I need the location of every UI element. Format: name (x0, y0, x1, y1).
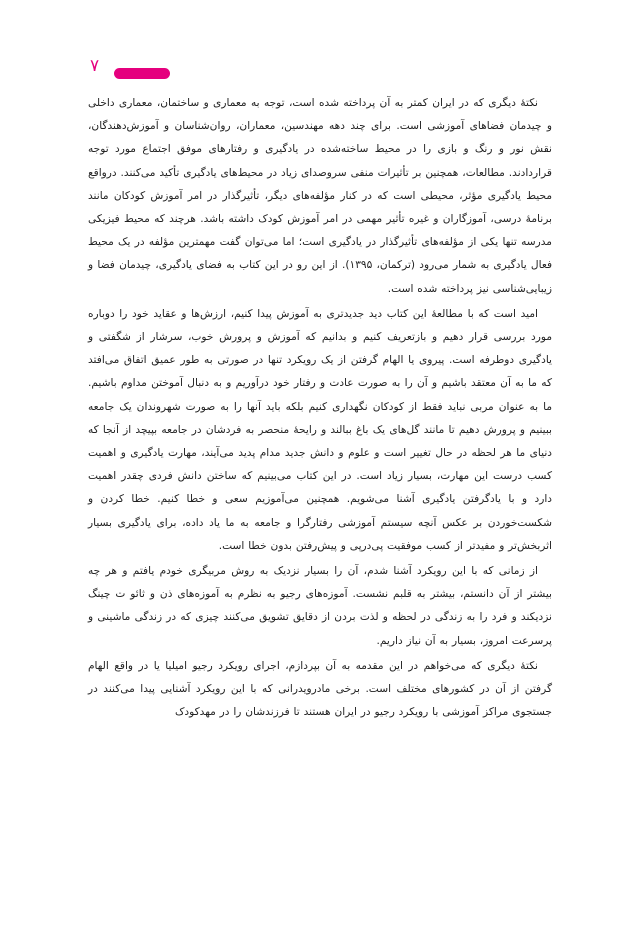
page-number: ۷ (90, 56, 100, 76)
paragraph-4: نکتهٔ دیگری که می‌خواهم در این مقدمه به آن بپردازم، اجرای رویکرد رجیو امیلیا یا در واقع الهام گرفتن از آن در کشورهای مختلف است. برخی مادرویدرانی که با این رویکرد آشنایی پیدا می‌کنند در جستجوی مراکز آموزشی با رویکرد رجیو در ایران هستند تا فرزندشان را در مهدکودک (88, 659, 552, 719)
page-accent-bar (114, 68, 170, 79)
body-text (88, 92, 552, 726)
paragraph-2: امید است که با مطالعهٔ این کتاب دید جدیدتری به آموزش پیدا کنیم، ارزش‌ها و عقاید خود را دوباره مورد بررسی قرار دهیم و بازتعریف کنیم و بدانیم که آموزش و پرورش خوب، سرشار از شگفتی و یادگیری دوطرفه است. پیروی یا الهام گرفتن از یک رویکرد تنها در صورتی به طور عمیق اتفاق می‌افتد که ما به آن معتقد باشیم و آن را به صورت عادت و رفتار خود درآوریم و به دنبال آموختن مداوم باشیم. ما به عنوان مربی نباید فقط از کودکان نگهداری کنیم بلکه باید آنها را به صورت شهروندان یک جامعه ببینیم و پرورش دهیم تا مانند گل‌های یک باغ ببالند و رایحهٔ منحصر به فردشان در جامعه بپیچد از آنجا که دنیای ما هر لحظه در حال تغییر است و علوم و دانش جدید مدام پدید می‌آیند، مهارت یادگیری و اهمیت کسب درست این مهارت، بسیار زیاد است. در این کتاب می‌بینیم که ساختن دانش فردی چقدر اهمیت دارد و با یادگرفتن یادگیری آشنا می‌شویم. همچنین می‌آموزیم سعی و خطا کنیم. خطا کردن و شکست‌خوردن بر عکس آنچه سیستم آموزشی رفتارگرا و جامعه به ما یاد داده، برای یادگیری بسیار اثربخش‌تر و مفیدتر از کسب موفقیت پی‌درپی و پیش‌رفتن بدون خطا است. (88, 307, 552, 552)
paragraph-3: از زمانی که با این رویکرد آشنا شدم، آن را بسیار نزدیک به روش مربیگری خودم یافتم و هر چه بیشتر از آن دانستم، بیشتر به قلبم نشست. آموزه‌های رجیو به نظرم به آموزه‌های ذن و ثائو ت چینگ نزدیکند و فرد را به زندگی در لحظه و لذت بردن از دقایق تشویق می‌کنند چیزی که در زندگی ماشینی و پرسرعت امروز، بسیار به آن نیاز داریم. (88, 565, 552, 647)
paragraph-1: نکتهٔ دیگری که در ایران کمتر به آن پرداخته شده است، توجه به معماری و ساختمان، معماری داخلی و چیدمان فضاهای آموزشی است. برای چند دهه مهندسین، معماران، روان‌شناسان و آموزش‌دهندگان، نقش نور و رنگ و بازی را در محیط ساخته‌شده در یادگیری و رفتارهای موفق اجتماع مورد توجه قراردادند. مطالعات، همچنین بر تأثیرات منفی سروصدای زیاد در محیط‌های یادگیری تأکید می‌کنند. درواقع محیط یادگیری مؤثر، محیطی است که در کنار مؤلفه‌های دیگر، تأثیرگذار در امر آموزش کودکان مانند برنامهٔ درسی، آموزگاران و غیره تأثیر مهمی در امر آموزش کودک داشته باشد. هرچند که محیط فیزیکی مدرسه تنها یکی از مؤلفه‌های تأثیرگذار در یادگیری است؛ اما می‌توان گفت مهمترین مؤلفه در یک محیط فعال یادگیری به شمار می‌رود (ترکمان، ۱۳۹۵). از این رو در این کتاب به فضای یادگیری، چیدمان فضا و زیبایی‌شناسی نیز پرداخته شده است. (88, 97, 553, 295)
